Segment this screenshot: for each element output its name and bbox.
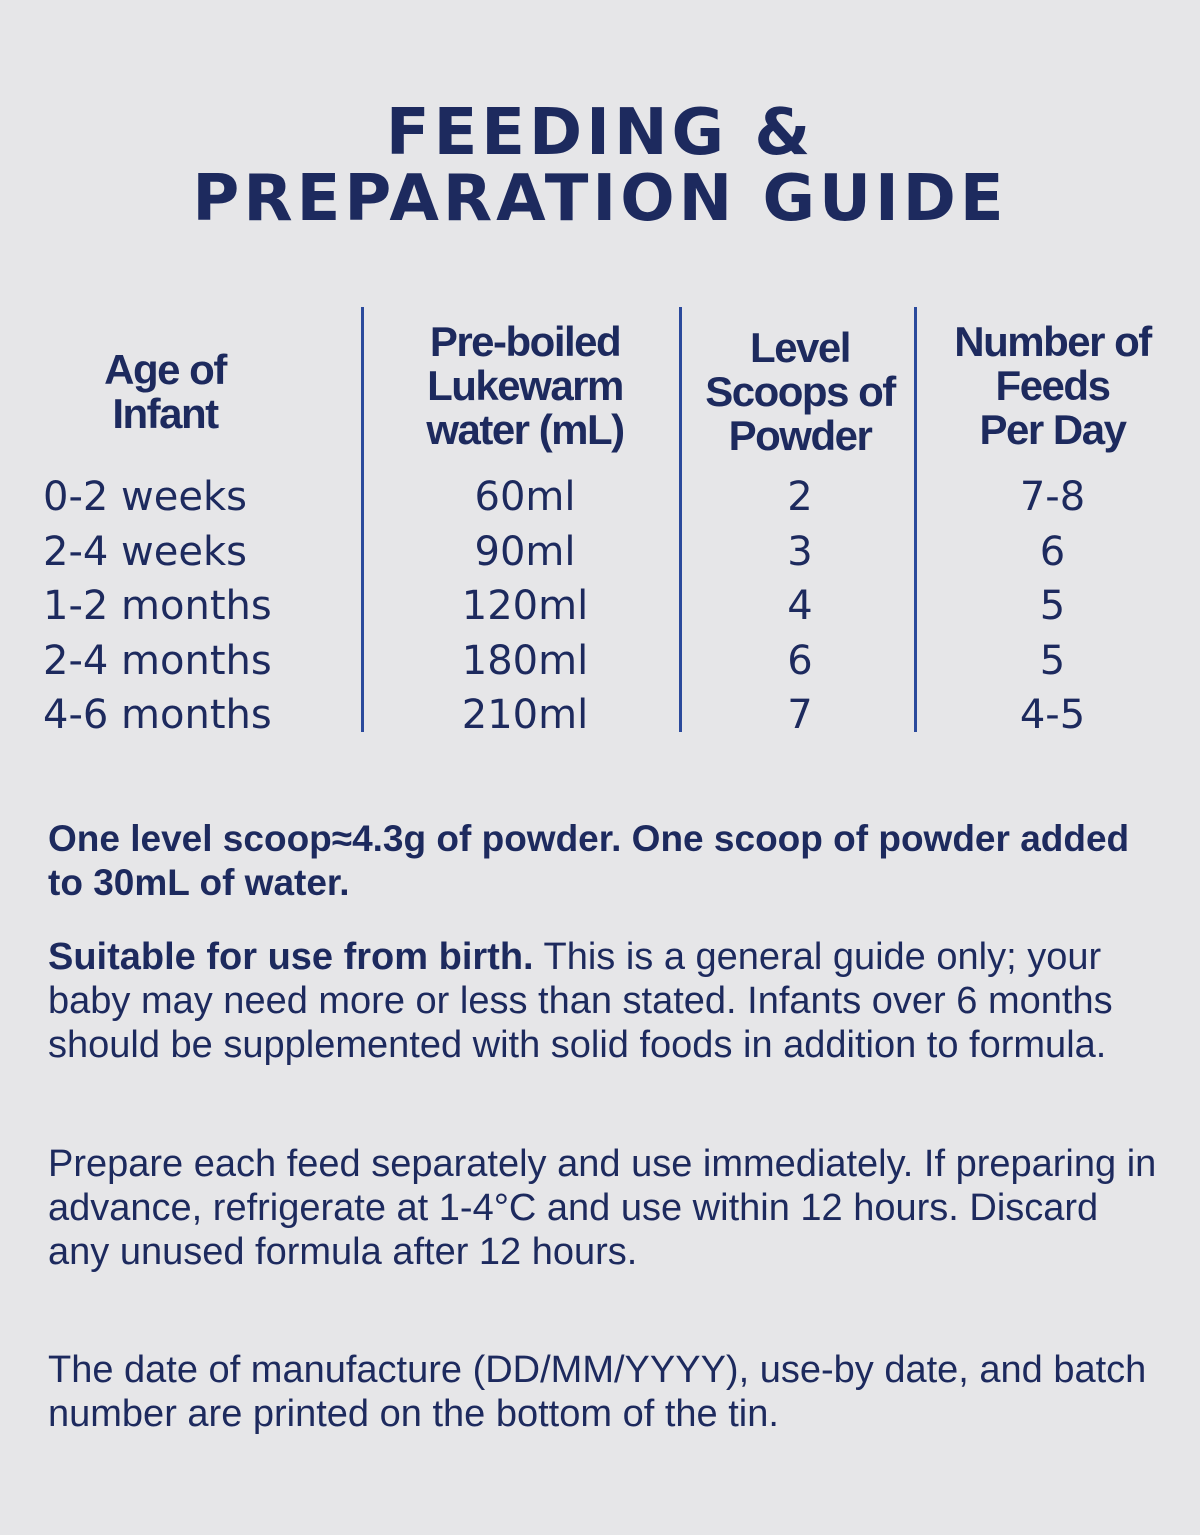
suitability-note (48, 935, 1158, 1067)
scoop-note: One level scoop≈4.3g of powder. One scoop of powder added to 30mL of water. (48, 818, 1130, 903)
header-water-line: Lukewarm (427, 362, 623, 409)
header-feeds-line: Feeds (995, 362, 1110, 409)
cell-water: 120ml (461, 583, 589, 629)
cell-water: 60ml (474, 474, 576, 520)
header-water-line: Pre-boiled (429, 318, 621, 365)
header-scoops (690, 326, 910, 458)
cell-age: 4-6 months (43, 692, 272, 738)
header-water-line: water (mL) (426, 406, 624, 453)
cell-age: 2-4 weeks (43, 529, 247, 575)
suitability-note-lead: Suitable for use from birth. (48, 936, 534, 978)
title-line-2: PREPARATION GUIDE (192, 162, 1008, 236)
preparation-note: Prepare each feed separately and use immediately. If preparing in advance, refrigerate at 1-4°C and use within 12 hours. Discard any unused formula after 12 hours. (48, 1143, 1157, 1273)
cell-age: 0-2 weeks (43, 474, 247, 520)
date-note: The date of manufacture (DD/MM/YYYY), use-by date, and batch number are printed on the bottom of the tin. (48, 1349, 1147, 1435)
header-age-line: Age of (104, 346, 226, 393)
column-divider (914, 307, 917, 732)
cell-feeds: 7-8 (1019, 474, 1086, 520)
cell-feeds: 4-5 (1019, 692, 1086, 738)
cell-water: 180ml (461, 638, 589, 684)
cell-water: 210ml (461, 692, 589, 738)
title-line-1: FEEDING & (385, 96, 815, 170)
cell-scoops: 2 (787, 474, 813, 520)
cell-scoops: 7 (787, 692, 813, 738)
column-divider (361, 307, 364, 732)
page-title (0, 96, 1200, 236)
suitability-note-body: This is a general guide only; your baby may need more or less than stated. Infants over 6 months should be supplemented with solid foods in addition to formula. (48, 936, 1113, 1066)
cell-age: 1-2 months (43, 583, 272, 629)
header-water (395, 320, 655, 452)
cell-feeds: 5 (1039, 638, 1066, 684)
column-divider (679, 307, 682, 732)
cell-age: 2-4 months (43, 638, 272, 684)
header-age (40, 348, 290, 436)
header-scoops-line: Scoops of (705, 368, 895, 415)
header-scoops-line: Powder (728, 412, 872, 459)
header-feeds-line: Number of (954, 318, 1151, 365)
header-scoops-line: Level (750, 324, 850, 371)
cell-water: 90ml (474, 529, 576, 575)
header-age-line: Infant (112, 390, 218, 437)
cell-feeds: 5 (1039, 583, 1066, 629)
cell-scoops: 6 (787, 638, 813, 684)
cell-feeds: 6 (1039, 529, 1066, 575)
cell-scoops: 3 (787, 529, 813, 575)
header-feeds-line: Per Day (979, 406, 1126, 453)
cell-scoops: 4 (787, 583, 813, 629)
header-feeds (930, 320, 1175, 452)
